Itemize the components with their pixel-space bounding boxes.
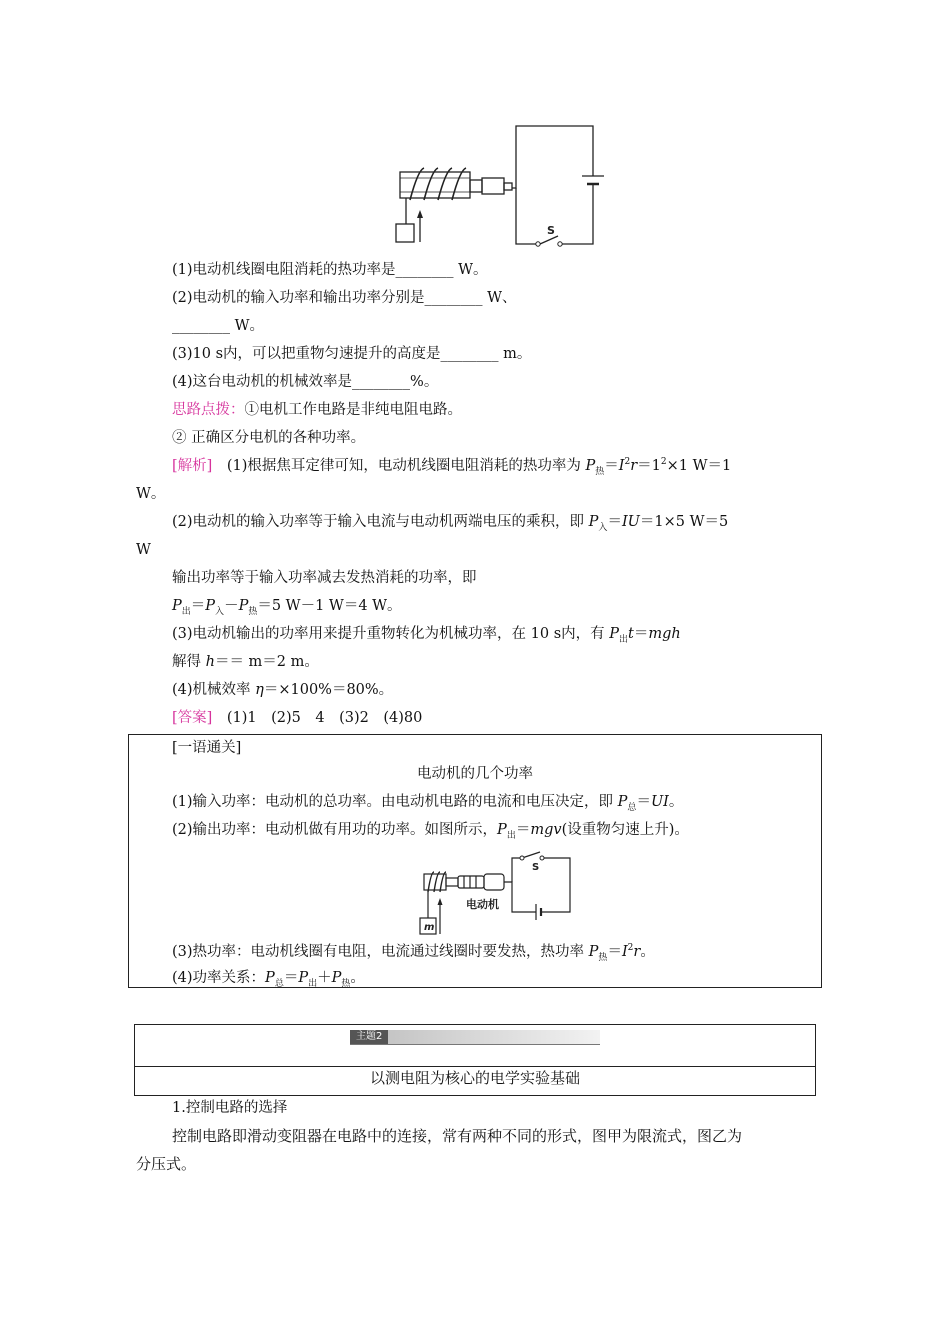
analysis-line-3: 输出功率等于输入功率减去发热消耗的功率，即 — [172, 570, 477, 586]
summary-line-4: (4)功率关系：$P_总=P_出+P_热$。 — [172, 970, 365, 989]
summary-line-2: (2)输出功率：电动机做有用功的功率。如图所示，$P_出=mgv$(设重物匀速上升)。 — [172, 822, 689, 841]
section-paragraph-line-1: 控制电路即滑动变阻器在电路中的连接，常有两种不同的形式，图甲为限流式，图乙为 — [172, 1127, 743, 1145]
topic-title: 以测电阻为核心的电学实验基础 — [369, 1069, 580, 1087]
section-heading: 1.控制电路的选择 — [172, 1100, 288, 1116]
question-3: (3)10 s内，可以把重物匀速提升的高度是________ m。 — [172, 346, 532, 362]
analysis-line-6: 解得 h＝＝ m＝2 m。 — [172, 654, 319, 670]
question-2: (2)电动机的输入功率和输出功率分别是________ W、 — [172, 290, 517, 306]
answer-blank: ________ — [395, 262, 454, 278]
answer-blank: ________ — [424, 290, 483, 306]
analysis-line-5: (3)电动机输出的功率用来提升重物转化为机械功率，在 10 s内，有 $P_出t=mgh$ — [172, 626, 681, 645]
answer-line: [答案] (1)1 (2)5 4 (3)2 (4)80 — [172, 710, 423, 726]
summary-line-3: (3)热功率：电动机线圈有电阻，电流通过线圈时要发热，热功率 $P_热=I^2r$。 — [172, 943, 655, 963]
analysis-line-4: $P_出=P_入-P_热=5$ W－1 W＝4 W。 — [172, 598, 402, 617]
motor-circuit-figure — [390, 120, 610, 250]
analysis-label: [解析] — [172, 458, 213, 474]
analysis-line-2: (2)电动机的输入功率等于输入电流与电动机两端电压的乘积，即 $P_入=IU=1\times 5$ W＝5 — [172, 514, 729, 533]
topic-badge: 主题2 — [350, 1030, 388, 1044]
question-2-cont: ________ W。 — [172, 318, 265, 334]
answer-blank: ________ — [440, 346, 499, 362]
hint-line-2: ② 正确区分电机的各种功率。 — [172, 430, 366, 446]
answer-blank: ________ — [172, 318, 230, 334]
question-1: (1)电动机线圈电阻消耗的热功率是________ W。 — [172, 262, 488, 278]
hint-label: 思路点拨： — [172, 402, 245, 418]
answer-label: [答案] — [172, 710, 213, 726]
topic-divider — [134, 1066, 816, 1067]
section-paragraph-line-2: 分压式。 — [136, 1155, 197, 1173]
question-4: (4)这台电动机的机械效率是________%。 — [172, 374, 439, 390]
summary-tag: [一语通关] — [172, 740, 242, 756]
analysis-line-7: (4)机械效率 η＝×100%＝80%。 — [172, 682, 394, 698]
fig2-motor-label: 电动机 — [466, 898, 499, 911]
hint-line-1: 思路点拨：①电机工作电路是非纯电阻电路。 — [172, 402, 462, 418]
motor-circuit-small-figure — [414, 850, 576, 938]
summary-line-1: (1)输入功率：电动机的总功率。由电动机电路的电流和电压决定，即 $P_总=UI$。 — [172, 794, 684, 813]
fig2-mass-label: m — [424, 922, 435, 933]
fig2-switch-label: S — [532, 862, 540, 873]
analysis-line-1-cont: W。 — [136, 486, 166, 502]
switch-label: S — [547, 224, 555, 237]
answer-blank: ________ — [352, 374, 411, 390]
summary-title: 电动机的几个功率 — [417, 766, 533, 782]
analysis-line-2-cont: W — [136, 542, 151, 558]
analysis-line-1: [解析] (1)根据焦耳定律可知，电动机线圈电阻消耗的热功率为 $P_热=I^2r=1^2\times 1$ W＝1 — [172, 457, 732, 477]
